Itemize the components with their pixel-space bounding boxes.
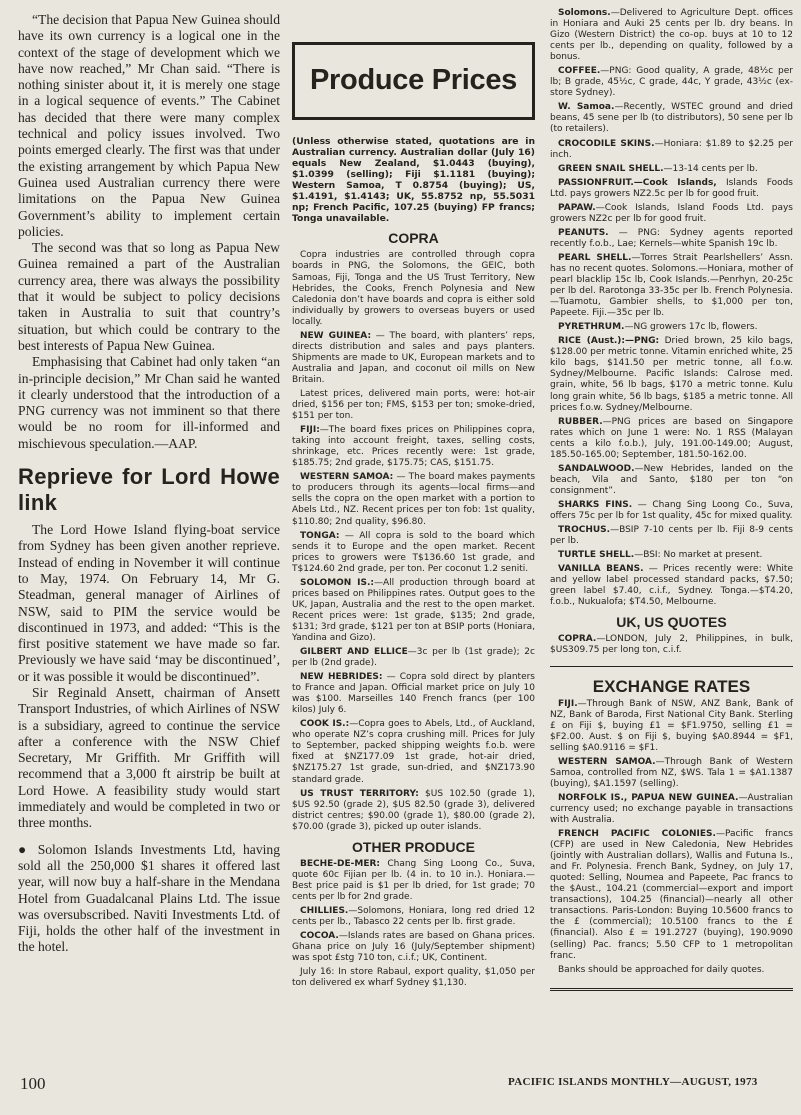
price-entry [550, 8, 793, 63]
article-paragraph: The second was that so long as Papua New Guinea remained a part of the Australian currency area, there was always the possibility that it would be subject to policy decisions taken in Australia to suit that country’s situation, but which could be contrary to the best interests of Papua New Guinea. [18, 240, 280, 353]
entry-text: —Islands rates are based on Ghana prices. Ghana price on July 16 (July/September shipment) was spot £stg 710 ton, c.i.f.; UK, Continent. [292, 931, 535, 964]
rate-entry [550, 829, 793, 962]
entry-text: —13-14 cents per lb. [663, 163, 758, 174]
price-entry [292, 531, 535, 575]
publication-credit: PACIFIC ISLANDS MONTHLY—AUGUST, 1973 [508, 1076, 758, 1088]
entry-label: NEW HEBRIDES: [300, 672, 383, 683]
entry-text: —Cook Islands, Island Foods Ltd. pays growers NZ2c per lb for good fruit. [550, 202, 793, 224]
entry-text: —3c per lb (1st grade); 2c per lb (2nd grade). [292, 647, 535, 669]
price-entry [550, 66, 793, 99]
entry-text: —Copra goes to Abels, Ltd., of Auckland, who operate NZ’s copra crushing mill. Prices for July to September, packed shipping weights f.o.b. were fixed at $NZ177.09 1st grade, hot-air dried, $NZ175.27 1st grade, sun-dried, and $NZ173.90 standard grade. [292, 719, 535, 785]
price-entry [292, 672, 535, 716]
uk-us-quotes-heading: UK, US QUOTES [616, 614, 727, 631]
entry-label: TURTLE SHELL. [558, 550, 635, 561]
price-entry [292, 425, 535, 469]
entry-label: NEW GUINEA: [300, 330, 372, 341]
entry-text: Latest prices, delivered main ports, were: hot-air dried, $156 per ton; FMS, $153 per ton; smoke-dried, $151 per ton. [292, 388, 535, 422]
price-entry [550, 253, 793, 319]
entry-label: COOK IS.: [300, 719, 350, 730]
price-entry [550, 139, 793, 161]
rate-entry [550, 699, 793, 754]
price-entry [550, 322, 793, 333]
entry-label: FRENCH PACIFIC COLONIES. [558, 829, 716, 840]
article-paragraph: Sir Reginald Ansett, chairman of Ansett Transport Industries, of which Airlines of NSW is a subsidiary, agreed to continue the service after a conference with the NSW Chief Secretary, Mr Griffith. Mr Griffith will recommend that a 3,000 ft airstrip be built at Lord Howe. A feasibility study would start immediately and would be completed in two or three months. [18, 684, 280, 831]
middle-column [292, 12, 535, 992]
right-column [550, 8, 793, 995]
entry-label: GILBERT AND ELLICE [300, 647, 408, 658]
page-title: Produce Prices [310, 64, 517, 97]
entry-text: —BSI: No market at present. [634, 550, 763, 561]
price-entry [292, 389, 535, 422]
entry-label: PYRETHRUM. [558, 322, 625, 333]
entry-text: —NG growers 17c lb, flowers. [624, 322, 758, 333]
entry-text: — The board makes payments to producers through its agents—local firms—and sells the copra on the open market with a portion to Abels Ltd., NZ. Recent prices per ton fob: 1st quality, $110.80; 2nd quality, $96.80. [292, 472, 536, 527]
entry-text: —Torres Strait Pearlshellers’ Assn. has no recent quotes. Solomons.—Honiara, mother of pearl blacklip 15c lb, Cook Islands.—Penrhyn, 20-25c per lb del. Rarotonga 33-35c per lb. French Polynesia.—Tuamotu, Gambier shells, to $1,000 per ton, Papeete. Fiji.—35c per lb. [550, 252, 793, 319]
price-entry [550, 417, 793, 461]
exchange-rates-heading: EXCHANGE RATES [592, 677, 751, 697]
copra-heading: COPRA [388, 230, 439, 247]
lord-howe-heading: Reprieve for Lord Howe link [18, 464, 280, 516]
entry-text: — Prices recently were: White and yellow label processed standard packs, $7.50; green label $7.40, c.i.f., Sydney. Tonga.—$T4.20, f.o.b., Nukualofa; $T4.50, Melbourne. [550, 564, 794, 608]
price-entry [292, 967, 535, 989]
entry-text: —Australian currency used; no exchange payable in transactions with Australia. [550, 792, 793, 825]
entry-label: FIJI. [558, 698, 578, 709]
entry-text: —All production through board at prices based on Philippines rates. Output goes to the UK, Japan, Australia and the rest to the open market. Recent prices were: 1st grade, $135; 2nd grade, $131; 3rd grade, $121 per ton at BSIP ports (Honiara, Yandina and Gizo). [292, 577, 535, 643]
price-entry [292, 906, 535, 928]
exchange-rate-entries [550, 699, 793, 976]
produce-continued-entries [550, 8, 793, 608]
rate-entry [550, 793, 793, 826]
produce-prices-title-box [292, 42, 535, 120]
entry-text: Islands Foods Ltd. pays growers NZ2.5c per lb for good fruit. [550, 177, 793, 199]
entry-label: VANILLA BEANS. [558, 564, 644, 575]
entry-text: July 16: In store Rabaul, export quality, $1,050 per ton delivered ex wharf Sydney $1,130. [292, 967, 535, 989]
entry-label: RICE (Aust.):—PNG: [558, 336, 660, 347]
entry-text: —Through Bank of NSW, ANZ Bank, Bank of NZ, Bank of Baroda, First National City Bank. Sterling £ on Fiji $, buying £1 = $F1.9750, selling £1 = $F2.00. Aust. $ on Fiji $, buying $A0.8944 = $F1, selling $A0.9116 = $F1. [550, 698, 793, 753]
price-entry [292, 719, 535, 785]
entry-label: PEARL SHELL. [558, 252, 632, 263]
price-entry [550, 550, 793, 561]
price-entry [292, 250, 535, 327]
entry-label: WESTERN SAMOA. [558, 756, 656, 767]
entry-text: —Honiara: $1.89 to $2.25 per inch. [550, 138, 794, 160]
entry-label: W. Samoa. [558, 102, 615, 113]
price-entry [292, 578, 535, 644]
entry-text: —PNG: Good quality, A grade, 48½c per lb; B grade, 45½c, C grade, 44c, Y grade, 43½c (ex-store Sydney). [550, 66, 793, 99]
entry-label: PEANUTS. [558, 227, 609, 238]
entry-label: RUBBER. [558, 416, 603, 427]
rate-entry [550, 757, 793, 790]
price-entry [550, 228, 793, 250]
price-entry [292, 931, 535, 964]
entry-text: —Recently, WSTEC ground and dried beans, 45 sene per lb (to distributors), 50 sene per lb (to retailers). [550, 102, 793, 135]
entry-text: — All copra is sold to the board which sends it to Europe and the open market. Recent prices to growers were T$136.60 1st grade, and T$124.60 2nd grade, per ton. Per coconut 1.2 seniti. [292, 530, 535, 574]
copra-entries [292, 250, 535, 832]
entry-text: —Pacific francs (CFP) are used in New Caledonia, New Hebrides (jointly with Australian dollars), Wallis and Futuna Is., and Fr. Polynesia. French Bank, Sydney, on July 17, quoted: Selling, Noumea and Papeete, Pac francs to the $Aust., 104.21 (commercial—export and import transactions), 104.25 (financial)—nearly all other transactions. Paris-London: Buying 10.5600 francs to the £ (commercial); 10.5100 francs to the £ (financial). Also £ = 191.2727 (buying), 190.9090 (selling) Pac. francs; 5.50 CFP to 1 metropolitan franc. [550, 829, 793, 961]
section-end-divider [550, 988, 793, 991]
entry-label: CROCODILE SKINS. [558, 138, 655, 149]
entry-label: SHARKS FINS. [558, 499, 633, 510]
entry-text: Copra industries are controlled through copra boards in PNG, the Solomons, the GEIC, both Samoas, Fiji, Tonga and the US Trust Territory, New Hebrides, the Cooks, French Polynesia and New Caledonia don’t have boards and copra is either sold individually by growers to overseas buyers or used locally. [292, 250, 535, 327]
entry-label: SANDALWOOD. [558, 463, 635, 474]
entry-text: Dried brown, 25 kilo bags, $128.00 per metric tonne. Vitamin enriched white, 25 kilo bags, $141.50 per metric tonne, all f.o.w. Sydney/Melbourne. Pacific Islands: Calrose med. grain, white, 56 lb bags, $170 a metric tonne. Kulu long grain white, 56 lb bags, $185 a metric tonne. All prices f.o.w. Sydney/Melbourne. [550, 336, 793, 413]
page-number: 100 [20, 1074, 46, 1093]
entry-label: COPRA. [558, 634, 597, 645]
entry-text: — The board, with planters’ reps, directs distribution and sales and pays planters. Shipments are made to UK, European markets and to Australia and Japan, and coconut oil mills on New Britain. [292, 330, 535, 385]
other-produce-entries [292, 859, 535, 990]
price-entry [550, 203, 793, 225]
entry-label: COFFEE. [558, 66, 601, 77]
entry-label: FIJI: [300, 425, 320, 436]
entry-label: Solomons. [558, 8, 611, 18]
solomon-news-item [18, 842, 280, 956]
price-entry [550, 500, 793, 522]
price-entry [550, 336, 793, 413]
bullet-icon: ● [18, 841, 31, 857]
price-entry [292, 789, 535, 833]
entry-text: —LONDON, July 2, Philippines, in bulk, $US309.75 per long ton, c.i.f. [550, 634, 793, 656]
section-divider [550, 666, 793, 667]
rate-entry [550, 965, 793, 976]
entry-text: — Chang Sing Loong Co., Suva, offers 75c per lb for 1st quality, 45c for mixed quality. [550, 499, 793, 521]
entry-label: US TRUST TERRITORY: [300, 788, 419, 799]
entry-label: PASSIONFRUIT.—Cook Islands, [558, 177, 717, 188]
price-entry [550, 564, 793, 608]
price-entry [292, 859, 535, 903]
other-produce-heading: OTHER PRODUCE [352, 838, 475, 855]
entry-text: —Through Bank of Western Samoa, controlled from NZ, $WS. Tala 1 = $A1.1387 (buying), $A1.1597 (selling). [550, 756, 793, 789]
price-entry [550, 634, 793, 656]
entry-text: $US 102.50 (grade 1), $US 92.50 (grade 2), $US 82.50 (grade 3), delivered district centres; $90.00 (grade 1), $80.00 (grade 2), $70.00 (grade 3), picked up outer islands. [292, 788, 535, 832]
entry-text: Banks should be approached for daily quotes. [558, 964, 765, 975]
entry-label: COCOA. [300, 931, 339, 942]
entry-text: —Delivered to Agriculture Dept. offices in Honiara and Auki 25 cents per lb. dry beans. In Gizo (Western District) the co-op. buys at 10 to 12 cents per lb., depending on quality, followed by a bonus. [550, 8, 793, 63]
price-entry [550, 525, 793, 547]
price-entry [550, 164, 793, 175]
article-paragraph: “The decision that Papua New Guinea should have its own currency is a logical one in the context of the stage of development which we have now reached,” Mr Chan said. “There is nothing sinister about it, it is merely one stage in a logical sequence of events.” The Cabinet has decided that there were many complex technical and policy issues involved. Two points emerged clearly. The first was that under the existing arrangement by which Papua New Guinea used Australian currency there were limitations on the Papua New Guinea Government’s ability to implement certain policies. [18, 12, 280, 239]
news-item-text: Solomon Islands Investments Ltd, having sold all the 250,000 $1 shares it offered last year, will now buy a half-share in the Mendana Hotel from Guadalcanal Plains Ltd. The issue was oversubscribed. Naviti Investments Ltd. of Fiji, holds the other half of the investment in the hotel. [18, 841, 280, 955]
entry-label: BECHE-DE-MER: [300, 858, 381, 869]
left-column [18, 12, 280, 956]
entry-label: SOLOMON IS.: [300, 577, 374, 588]
entry-label: PAPAW. [558, 202, 596, 213]
price-entry [292, 647, 535, 669]
entry-label: CHILLIES. [300, 906, 349, 916]
entry-text: —BSIP 7-10 cents per lb. Fiji 8-9 cents per lb. [550, 525, 793, 547]
currency-note: (Unless otherwise stated, quotations are in Australian currency. Australian dollar (July 16) equals New Zealand, $1.0443 (buying), $1.0399 (selling); Fiji $1.1181 (buying); Western Samoa, T 0.8754 (buying); US, $1.4191, $1.4143; UK, 55.8752 np, 55.5031 np; French Pacific, 107.25 (buying) FP francs; Tonga unavailable. [292, 136, 535, 225]
entry-label: NORFOLK IS., PAPUA NEW GUINEA. [558, 792, 739, 803]
entry-label: TONGA: [300, 530, 340, 541]
article-paragraph: The Lord Howe Island flying-boat service from Sydney has been given another reprieve. Instead of ending in November it will continue to May, 1974. On February 14, Mr G. Steadman, general manager of Airlines of NSW, said to PIM the service would be discontinued in 1973, and added: “This is the first positive statement we have made so far. Previously we have said ‘may be discontinued’, or it was possible it would be discontinued”. [18, 522, 280, 684]
price-entry [292, 331, 535, 386]
entry-label: TROCHUS. [558, 525, 611, 536]
entry-label: WESTERN SAMOA: [300, 472, 394, 483]
article-paragraph: Emphasising that Cabinet had only taken “an in-principle decision,” Mr Chan said he wanted it clearly understood that the introduction of a PNG currency was not imminent so that there would be no room for ill-informed and mischievous speculation.—AAP. [18, 354, 280, 451]
entry-text: — Copra sold direct by planters to France and Japan. Official market price on July 10 was $100. Marseilles 140 French francs (per 100 kilos) July 6. [292, 672, 535, 716]
price-entry [292, 472, 535, 527]
entry-text: —The board fixes prices on Philippines copra, taking into account freight, taxes, selling costs, shrinkage, etc. Prices recently were: 1st grade, $185.75; 2nd grade, $175.75; CAS, $151.75. [292, 425, 535, 469]
entry-text: Chang Sing Loong Co., Suva, quote 60c Fijian per lb. (4 in. to 10 in.). Honiara.—Best price paid is $1 per lb dried, for 1st grade; 70 cents per lb for 2nd grade. [292, 858, 535, 902]
entry-text: — PNG: Sydney agents reported recently f.o.b., Lae; Kernels—white Spanish 19c lb. [550, 227, 793, 249]
entry-text: —New Hebrides, landed on the beach, Vila and Santo, $180 per ton “on consignment”. [550, 463, 793, 496]
entry-text: —PNG prices are based on Singapore rates which on June 1 were: No. 1 RSS (Malayan cents a kilo f.o.b.), July, 191.00-149.00; August, 185.50-165.00; September, 181.50-162.00. [550, 416, 793, 460]
entry-text: —Solomons, Honiara, long red dried 12 cents per lb., Tabasco 22 cents per lb. first grade. [292, 906, 535, 928]
entry-label: GREEN SNAIL SHELL. [558, 163, 664, 174]
price-entry [550, 464, 793, 497]
price-entry [550, 178, 793, 200]
price-entry [550, 102, 793, 135]
